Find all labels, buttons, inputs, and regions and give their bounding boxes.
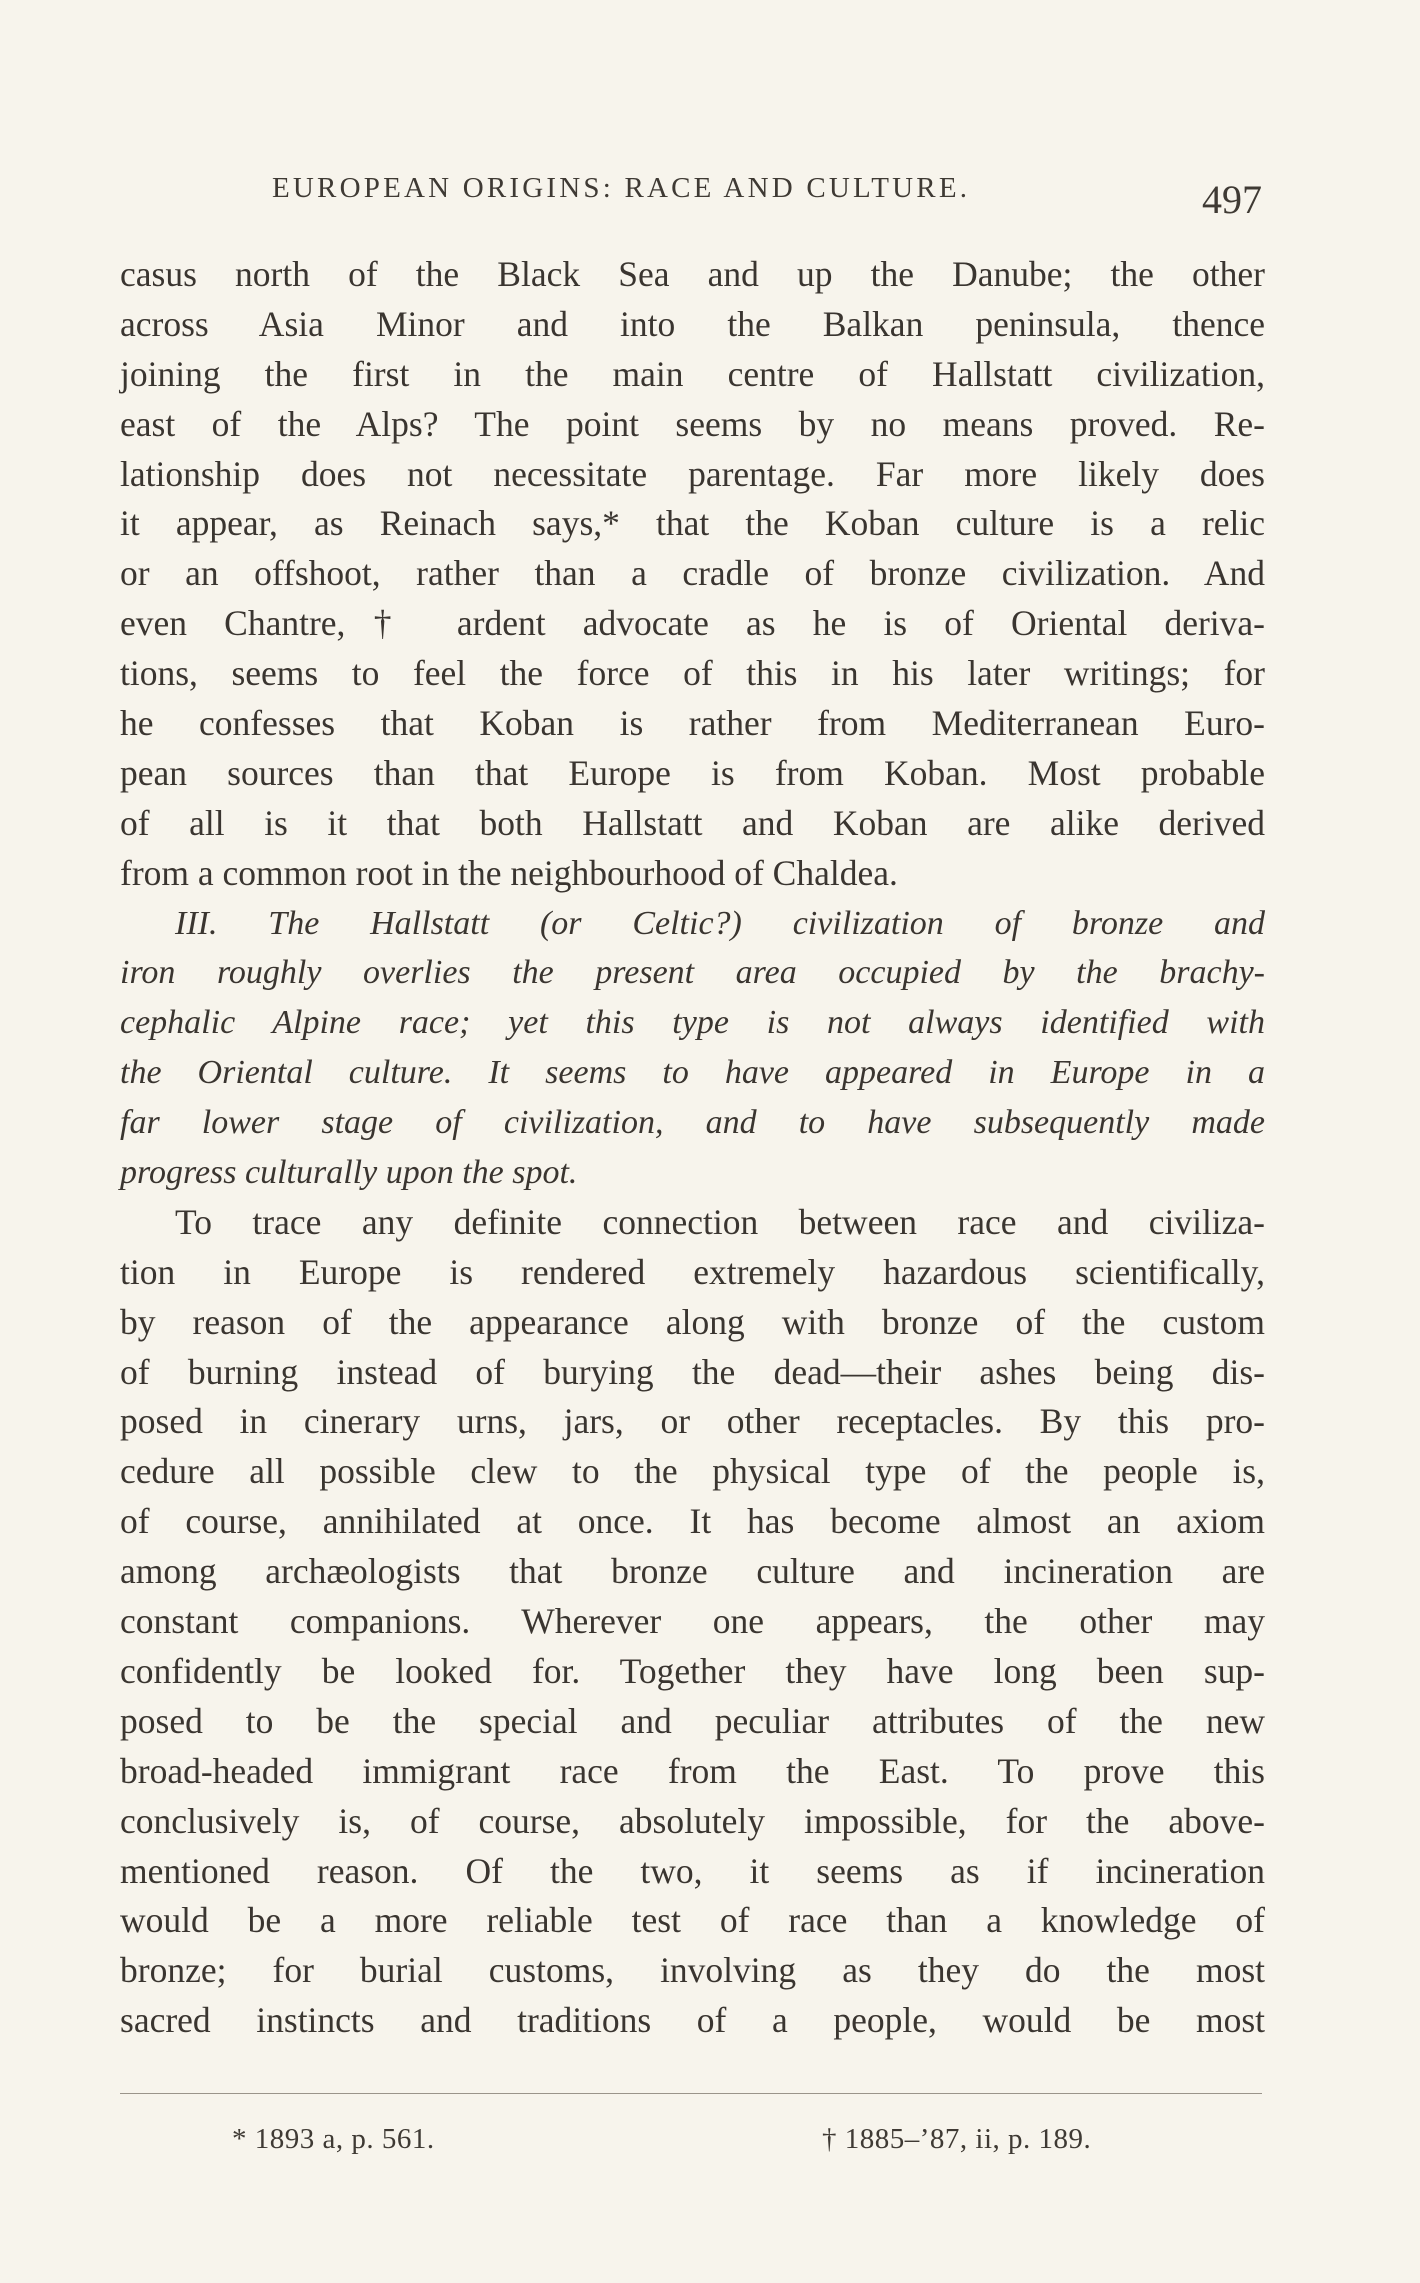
text-line: even Chantre,† ardent advocate as he is of Oriental deriva- [120,603,1265,644]
text-line: of burning instead of burying the dead—their ashes being dis- [120,1351,1265,1392]
text-line: lationship does not necessitate parentage. Far more likely does [120,453,1265,494]
paragraph-start-line: To trace any definite connection between race and civiliza- [175,1201,1265,1242]
italic-line: progress culturally upon the spot. [120,1154,578,1192]
text-line: broad-headed immigrant race from the East. To prove this [120,1750,1265,1791]
text-line: mentioned reason. Of the two, it seems as if incineration [120,1850,1265,1891]
text-line: from a common root in the neighbourhood of Chaldea. [120,852,898,893]
running-head: EUROPEAN ORIGINS: RACE AND CULTURE. [272,172,971,204]
text-line: tions, seems to feel the force of this in his later writings; for [120,653,1265,694]
text-line: tion in Europe is rendered extremely hazardous scientifically, [120,1251,1265,1292]
italic-line: far lower stage of civilization, and to have subsequently made [120,1104,1265,1142]
italic-line: cephalic Alpine race; yet this type is not always identified with [120,1004,1265,1042]
footnote-rule [120,2093,1262,2094]
italic-line: the Oriental culture. It seems to have appeared in Europe in a [120,1054,1265,1092]
text-line: constant companions. Wherever one appears, the other may [120,1601,1265,1642]
footnote-2: † 1885–’87, ii, p. 189. [822,2123,1092,2155]
text-line: cedure all possible clew to the physical type of the people is, [120,1451,1265,1492]
text-line: casus north of the Black Sea and up the Danube; the other [120,254,1265,294]
text-line: of all is it that both Hallstatt and Koban are alike derived [120,802,1265,843]
text-line: it appear, as Reinach says,* that the Koban culture is a relic [120,503,1265,544]
text-line: or an offshoot, rather than a cradle of bronze civilization. And [120,553,1265,594]
text-line: he confesses that Koban is rather from Mediterranean Euro- [120,703,1265,744]
italic-line: iron roughly overlies the present area occupied by the brachy- [120,954,1265,992]
text-line: among archæologists that bronze culture and incineration are [120,1551,1265,1592]
section-heading-line: III. The Hallstatt (or Celtic?) civilization of bronze and [175,904,1265,942]
text-line: confidently be looked for. Together they have long been sup- [120,1650,1265,1691]
footnote-1: * 1893 a, p. 561. [232,2123,435,2155]
text-line: posed to be the special and peculiar attributes of the new [120,1700,1265,1741]
text-line: pean sources than that Europe is from Koban. Most probable [120,752,1265,793]
text-line: joining the first in the main centre of Hallstatt civilization, [120,353,1265,394]
text-line: posed in cinerary urns, jars, or other receptacles. By this pro- [120,1401,1265,1442]
text-line: across Asia Minor and into the Balkan peninsula, thence [120,303,1265,344]
text-line: by reason of the appearance along with bronze of the custom [120,1301,1265,1342]
text-line: east of the Alps? The point seems by no means proved. Re- [120,403,1265,444]
body-text [120,250,1265,2046]
text-line: of course, annihilated at once. It has become almost an axiom [120,1501,1265,1542]
page-number: 497 [1202,177,1262,222]
text-line: conclusively is, of course, absolutely impossible, for the above- [120,1800,1265,1841]
text-line: bronze; for burial customs, involving as they do the most [120,1950,1265,1991]
text-line: would be a more reliable test of race than a knowledge of [120,1900,1265,1941]
text-line: sacred instincts and traditions of a people, would be most [120,2000,1265,2041]
